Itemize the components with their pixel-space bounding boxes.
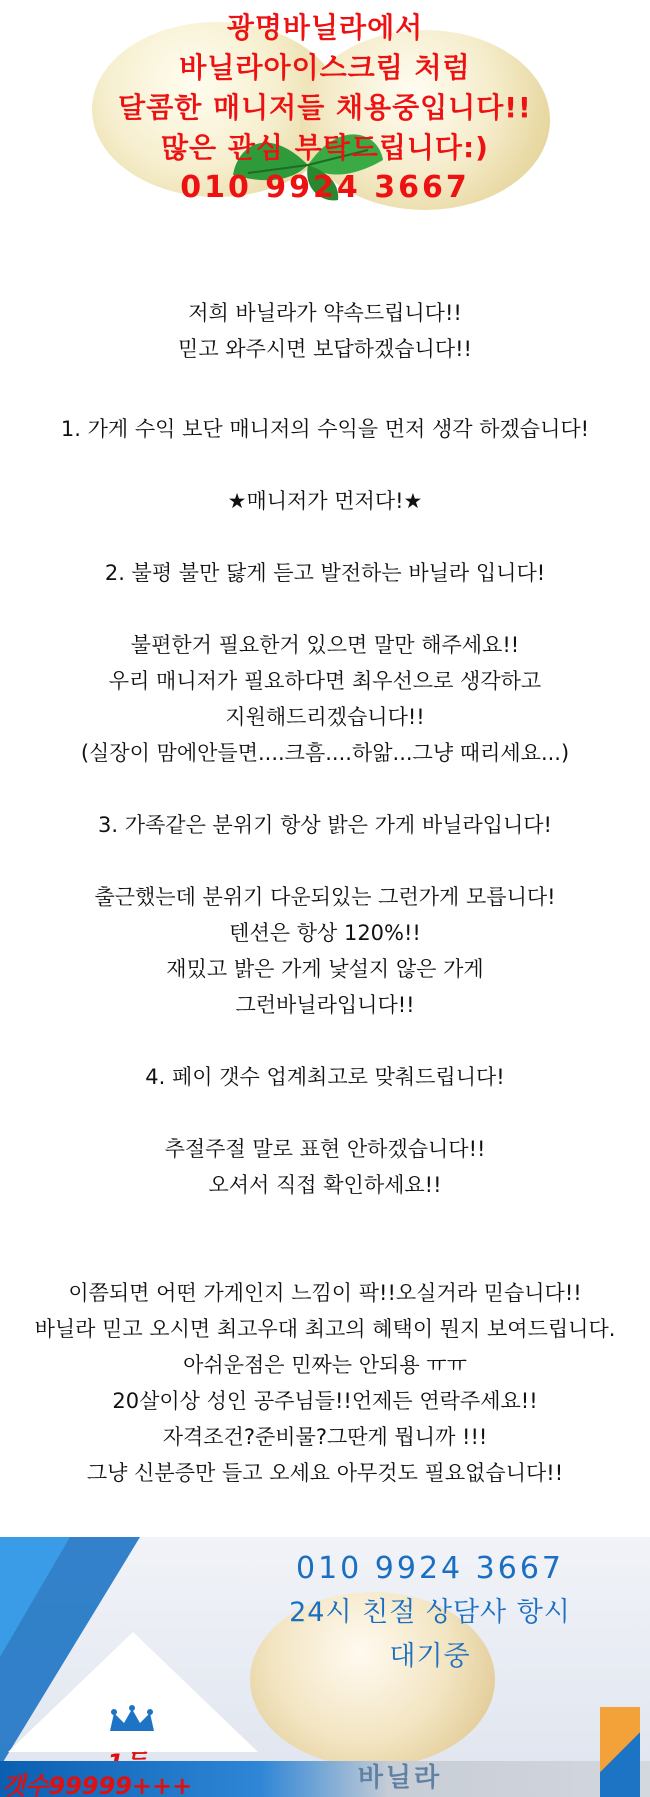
recruitment-text: [0, 295, 650, 1491]
point-2-detail: 지원해드리겠습니다!!: [225, 705, 425, 729]
intro-line: 믿고 와주시면 보답하겠습니다!!: [178, 337, 472, 361]
crown-icon: [102, 1705, 162, 1735]
point-3-heading: 3. 가족같은 분위기 항상 밝은 가게 바닐라입니다!: [98, 813, 552, 837]
point-3-detail: 출근했는데 분위기 다운되있는 그런가게 모릅니다!: [94, 885, 556, 909]
point-4-detail: 오셔서 직접 확인하세요!!: [208, 1173, 442, 1197]
point-1-slogan: ★매니저가 먼저다!★: [227, 489, 423, 513]
point-3-detail: 그런바닐라입니다!!: [235, 993, 415, 1017]
contact-line: 24시 친절 상담사 항시: [289, 1597, 571, 1628]
hero-banner: [0, 0, 650, 260]
decorative-shape: [600, 1707, 640, 1797]
count-label: 갯수99999+++: [2, 1772, 193, 1797]
contact-phone-number: 010 9924 3667: [295, 1551, 565, 1586]
closing-line: 20살이상 성인 공주님들!!언제든 연락주세요!!: [112, 1389, 538, 1413]
point-3-detail: 재밌고 밝은 가게 낯설지 않은 가게: [166, 957, 484, 981]
point-4-detail: 추절주절 말로 표현 안하겠습니다!!: [164, 1137, 486, 1161]
bottom-banner: [0, 1537, 650, 1797]
contact-line: 대기중: [389, 1641, 471, 1672]
closing-line: 그냥 신분증만 들고 오세요 아무것도 필요없습니다!!: [86, 1461, 564, 1485]
point-2-detail: 우리 매니저가 필요하다면 최우선으로 생각하고: [108, 669, 542, 693]
contact-block: [210, 1547, 650, 1679]
hero-phone-number: 010 9924 3667: [180, 170, 470, 205]
closing-line: 자격조건?준비물?그딴게 뭡니까 !!!: [162, 1425, 488, 1449]
hero-line: 많은 관심 부탁드립니다:): [161, 131, 489, 164]
intro-line: 저희 바닐라가 약속드립니다!!: [188, 301, 462, 325]
point-2-detail: (실장이 맘에안들면....크흠....하앎...그냥 때리세요...): [80, 741, 570, 765]
hero-line: 달콤한 매니저들 채용중입니다!!: [118, 91, 532, 124]
closing-line: 이쯤되면 어떤 가게인지 느낌이 팍!!오실거라 믿습니다!!: [68, 1281, 582, 1305]
hero-text-block: [0, 8, 650, 208]
point-1-heading: 1. 가게 수익 보단 매니저의 수익을 먼저 생각 하겠습니다!: [60, 417, 590, 441]
closing-line: 바닐라 믿고 오시면 최고우대 최고의 혜택이 뭔지 보여드립니다.: [34, 1317, 616, 1341]
point-4-heading: 4. 페이 갯수 업계최고로 맞춰드립니다!: [145, 1065, 505, 1089]
hero-line: 광명바닐라에서: [226, 11, 424, 44]
hero-line: 바닐라아이스크림 처럼: [179, 51, 471, 84]
closing-line: 아쉬운점은 민짜는 안되용 ㅠㅠ: [183, 1353, 467, 1377]
point-3-detail: 텐션은 항상 120%!!: [229, 921, 421, 945]
point-2-detail: 불편한거 필요한거 있으면 말만 해주세요!!: [130, 633, 520, 657]
brand-logo-text: 바닐라: [357, 1763, 443, 1793]
point-2-heading: 2. 불평 불만 닳게 듣고 발전하는 바닐라 입니다!: [104, 561, 546, 585]
